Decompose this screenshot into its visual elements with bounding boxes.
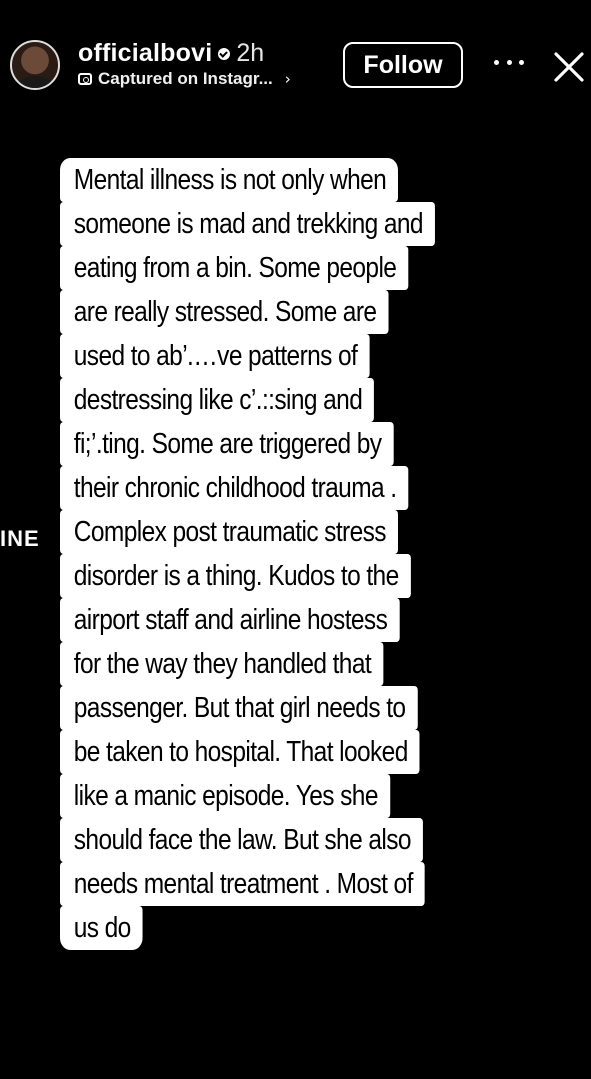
camera-icon — [78, 73, 92, 85]
story-text-overlay — [60, 158, 510, 950]
story-line: be taken to hospital. That looked — [60, 730, 420, 774]
verified-badge-icon — [218, 48, 230, 60]
story-line: destressing like c’.::sing and — [60, 378, 374, 422]
story-line: used to ab’.…ve patterns of — [60, 334, 369, 378]
close-icon[interactable] — [552, 50, 586, 84]
more-dot — [494, 60, 499, 65]
username[interactable]: officialbovi — [78, 38, 213, 67]
story-line: airport staff and airline hostess — [60, 598, 399, 642]
captured-on-label: Captured on Instagr... — [98, 69, 273, 88]
user-block — [78, 38, 291, 89]
post-time: 2h — [236, 38, 265, 67]
story-line: us do — [60, 906, 143, 950]
story-line: like a manic episode. Yes she — [60, 774, 390, 818]
more-dot — [519, 60, 524, 65]
story-line: Complex post traumatic stress — [60, 510, 398, 554]
avatar[interactable] — [10, 40, 60, 90]
background-partial-text: INE — [0, 526, 40, 551]
story-line: fi;’.ting. Some are triggered by — [60, 422, 394, 466]
story-line: Mental illness is not only when — [60, 158, 398, 202]
captured-on-row[interactable] — [78, 69, 291, 89]
story-line: for the way they handled that — [60, 642, 383, 686]
story-header — [0, 0, 591, 110]
story-line: are really stressed. Some are — [60, 290, 388, 334]
story-line: passenger. But that girl needs to — [60, 686, 417, 730]
username-row — [78, 38, 291, 68]
story-line: their chronic childhood trauma . — [60, 466, 409, 510]
more-dot — [507, 60, 512, 65]
story-line: should face the law. But she also — [60, 818, 423, 862]
story-line: someone is mad and trekking and — [60, 202, 435, 246]
follow-button[interactable]: Follow — [343, 42, 463, 88]
more-icon[interactable] — [494, 52, 524, 72]
story-line: eating from a bin. Some people — [60, 246, 408, 290]
story-line: needs mental treatment . Most of — [60, 862, 425, 906]
story-line: disorder is a thing. Kudos to the — [60, 554, 411, 598]
chevron-right-icon: › — [284, 70, 291, 88]
